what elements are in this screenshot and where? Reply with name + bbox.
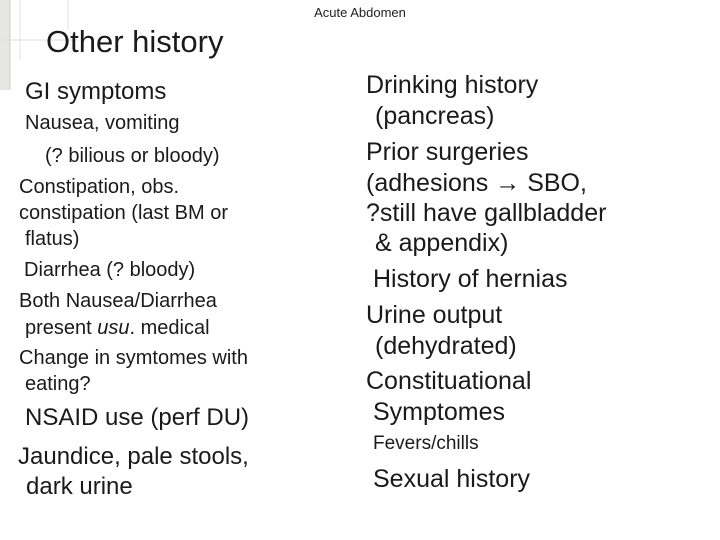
diarrhea-item: Diarrhea (? bloody) <box>24 259 196 281</box>
prior-surgeries-line4: & appendix) <box>375 229 509 257</box>
both-item-italic: usu <box>97 317 130 339</box>
constitutional-item-line2: Symptomes <box>373 398 505 426</box>
constipation-item-line1: Constipation, obs. <box>19 176 180 198</box>
both-item-line2 <box>25 317 210 340</box>
jaundice-item-line2: dark urine <box>26 473 133 500</box>
sexual-history-item: Sexual history <box>373 465 531 493</box>
constipation-item-line2: constipation (last BM or <box>19 202 228 224</box>
fevers-item: Fevers/chills <box>373 433 479 454</box>
both-item-post: . medical <box>129 317 210 339</box>
nausea-item: Nausea, vomiting <box>25 112 180 134</box>
gi-symptoms-heading: GI symptoms <box>25 78 167 105</box>
prior-surgeries-line1: Prior surgeries <box>366 138 529 166</box>
change-item-line1: Change in symtomes with <box>19 347 248 369</box>
prior-surgeries-line2: (adhesions → SBO, <box>366 169 587 197</box>
nsaid-item: NSAID use (perf DU) <box>25 404 250 431</box>
jaundice-item-line1: Jaundice, pale stools, <box>18 443 249 470</box>
both-item-line1: Both Nausea/Diarrhea <box>19 290 217 312</box>
bilious-item: (? bilious or bloody) <box>45 145 220 167</box>
both-item-pre: present <box>25 317 98 339</box>
drinking-item-line1: Drinking history <box>366 71 539 99</box>
constipation-item-line3: flatus) <box>25 228 80 250</box>
drinking-item-line2: (pancreas) <box>375 102 495 130</box>
prior-surgeries-line3: ?still have gallbladder <box>366 199 607 227</box>
constitutional-item-line1: Constituational <box>366 367 532 395</box>
change-item-line2: eating? <box>25 373 91 395</box>
hernias-item: History of hernias <box>373 265 568 293</box>
urine-item-line1: Urine output <box>366 301 503 329</box>
slide-title: Other history <box>46 24 224 59</box>
urine-item-line2: (dehydrated) <box>375 332 517 360</box>
slide-header: Acute Abdomen <box>314 5 406 20</box>
